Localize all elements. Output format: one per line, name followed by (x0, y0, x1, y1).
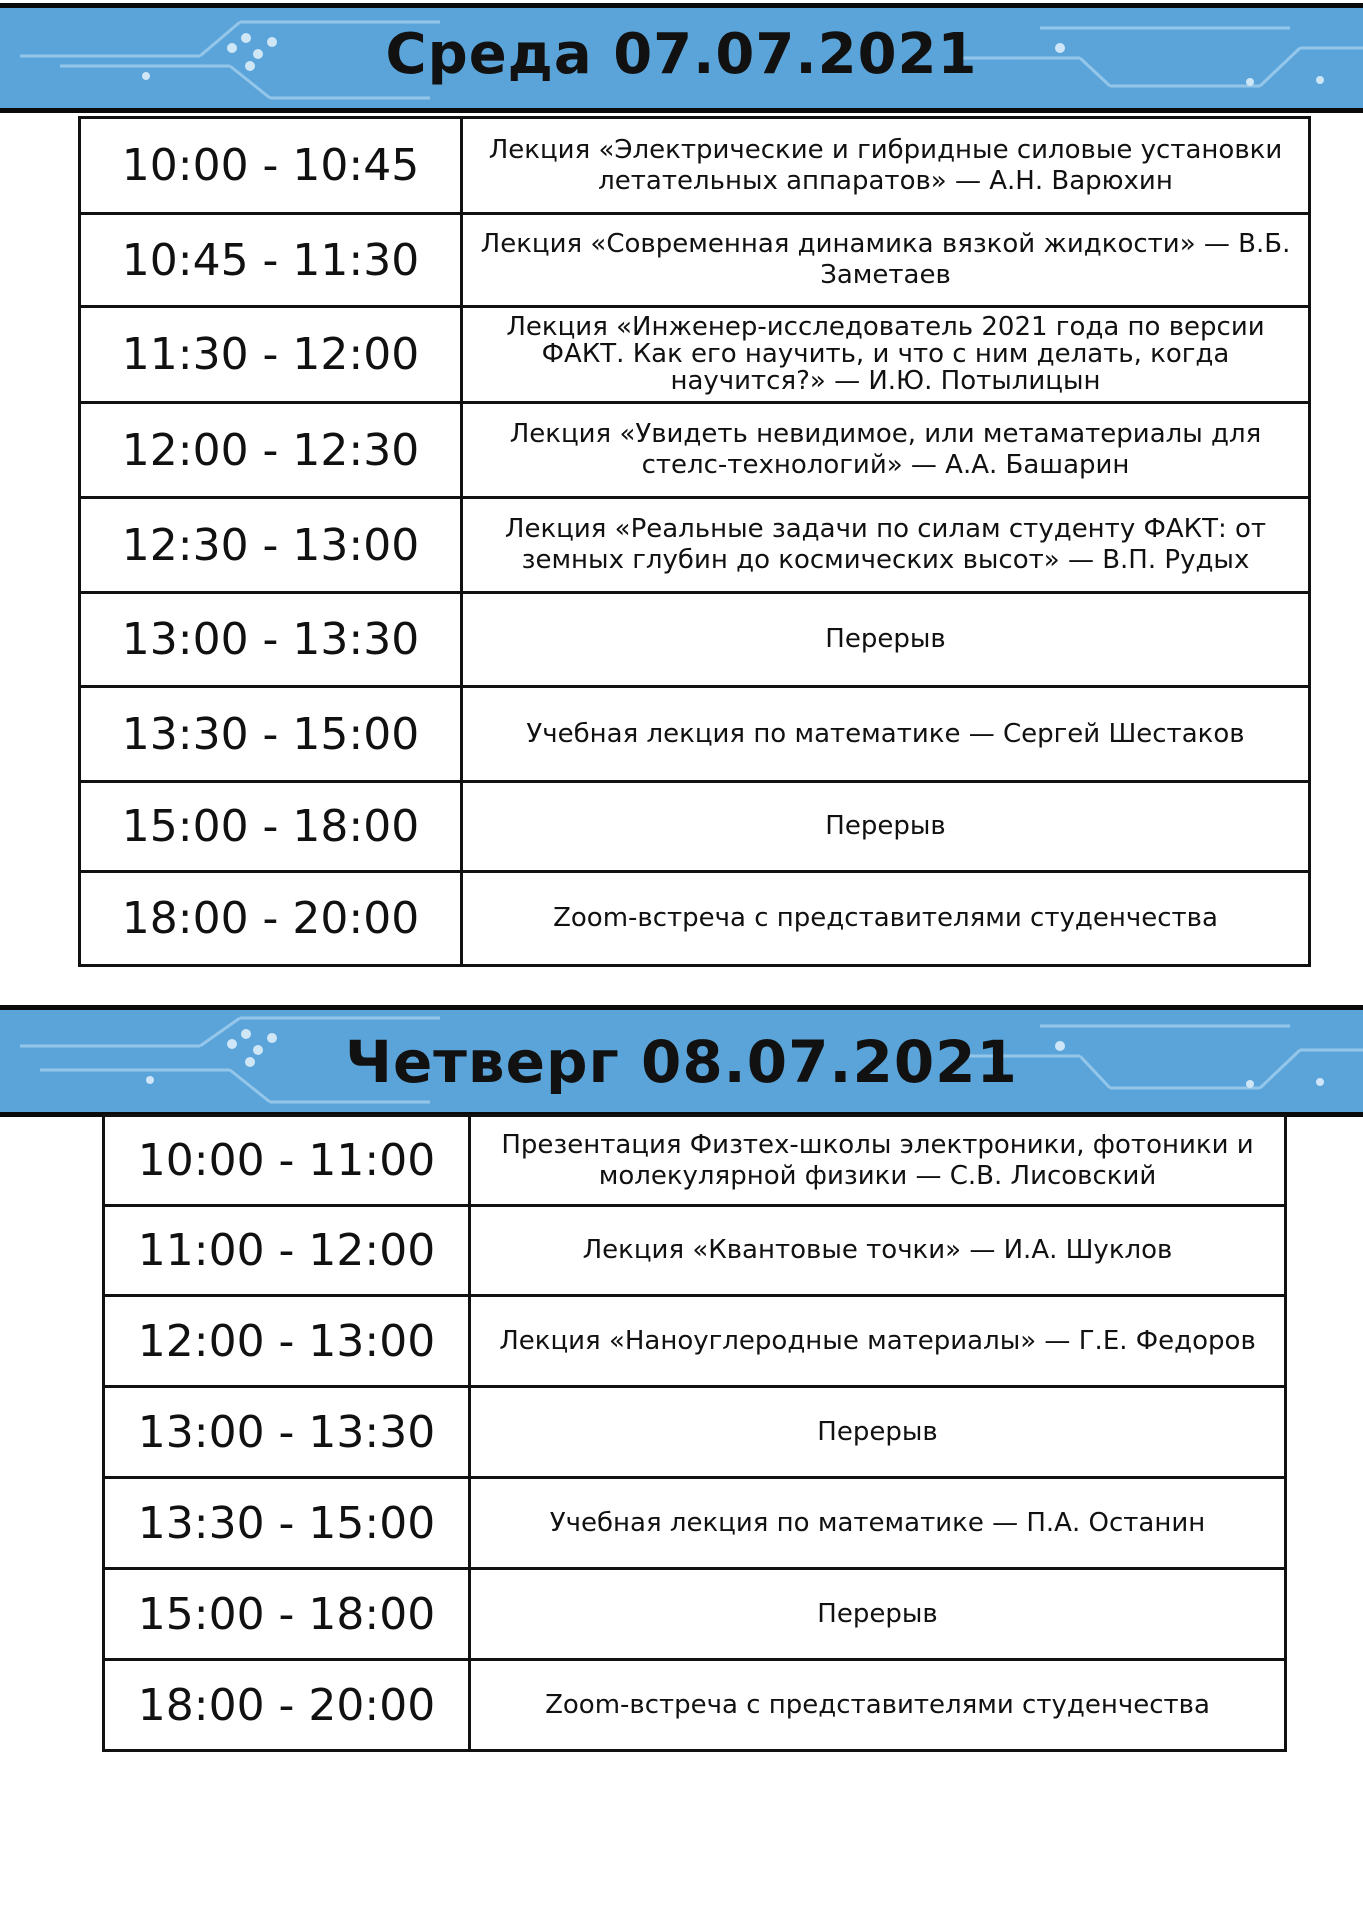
table-row (80, 214, 1310, 307)
day-2-schedule-table (102, 1114, 1287, 1752)
time-cell: 15:00 - 18:00 (104, 1569, 470, 1660)
table-row (104, 1478, 1286, 1569)
time-cell: 11:30 - 12:00 (80, 307, 462, 403)
time-cell: 12:30 - 13:00 (80, 498, 462, 593)
time-cell: 13:00 - 13:30 (104, 1387, 470, 1478)
table-row (104, 1660, 1286, 1751)
table-row (104, 1387, 1286, 1478)
time-cell: 11:00 - 12:00 (104, 1206, 470, 1296)
table-row (80, 872, 1310, 966)
time-cell: 12:00 - 13:00 (104, 1296, 470, 1387)
event-cell: Zoom-встреча с представителями студенчества (470, 1660, 1286, 1751)
time-cell: 13:30 - 15:00 (80, 687, 462, 782)
table-row (104, 1296, 1286, 1387)
event-cell: Перерыв (470, 1387, 1286, 1478)
time-cell: 18:00 - 20:00 (104, 1660, 470, 1751)
day-1-banner (0, 3, 1363, 113)
table-row (80, 782, 1310, 872)
table-row (104, 1569, 1286, 1660)
time-cell: 13:30 - 15:00 (104, 1478, 470, 1569)
day-1-title: Среда 07.07.2021 (385, 22, 978, 87)
table-row (80, 498, 1310, 593)
event-cell: Перерыв (462, 782, 1310, 872)
time-cell: 10:00 - 11:00 (104, 1116, 470, 1206)
time-cell: 10:45 - 11:30 (80, 214, 462, 307)
table-row (80, 307, 1310, 403)
event-cell: Лекция «Квантовые точки» — И.А. Шуклов (470, 1206, 1286, 1296)
table-row (80, 593, 1310, 687)
time-cell: 12:00 - 12:30 (80, 403, 462, 498)
event-cell: Перерыв (470, 1569, 1286, 1660)
time-cell: 18:00 - 20:00 (80, 872, 462, 966)
day-2-banner (0, 1005, 1363, 1117)
event-cell: Лекция «Инженер-исследователь 2021 года по версии ФАКТ. Как его научить, и что с ним делать, когда научится?» — И.Ю. Потылицын (462, 307, 1310, 403)
event-cell: Учебная лекция по математике — П.А. Останин (470, 1478, 1286, 1569)
day-2-title: Четверг 08.07.2021 (345, 1028, 1018, 1096)
event-cell: Презентация Физтех-школы электроники, фотоники и молекулярной физики — С.В. Лисовский (470, 1116, 1286, 1206)
time-cell: 13:00 - 13:30 (80, 593, 462, 687)
table-row (104, 1116, 1286, 1206)
time-cell: 10:00 - 10:45 (80, 118, 462, 214)
table-row (80, 118, 1310, 214)
table-row (80, 687, 1310, 782)
event-cell: Лекция «Реальные задачи по силам студенту ФАКТ: от земных глубин до космических высот» — В.П. Рудых (462, 498, 1310, 593)
event-cell: Zoom-встреча с представителями студенчества (462, 872, 1310, 966)
event-cell: Лекция «Современная динамика вязкой жидкости» — В.Б. Заметаев (462, 214, 1310, 307)
day-1-schedule-table (78, 116, 1311, 967)
table-row (80, 403, 1310, 498)
event-cell: Лекция «Электрические и гибридные силовые установки летательных аппаратов» — А.Н. Варюхин (462, 118, 1310, 214)
event-cell: Лекция «Наноуглеродные материалы» — Г.Е. Федоров (470, 1296, 1286, 1387)
time-cell: 15:00 - 18:00 (80, 782, 462, 872)
table-row (104, 1206, 1286, 1296)
event-cell: Учебная лекция по математике — Сергей Шестаков (462, 687, 1310, 782)
event-cell: Лекция «Увидеть невидимое, или метаматериалы для стелс-технологий» — А.А. Башарин (462, 403, 1310, 498)
event-cell: Перерыв (462, 593, 1310, 687)
